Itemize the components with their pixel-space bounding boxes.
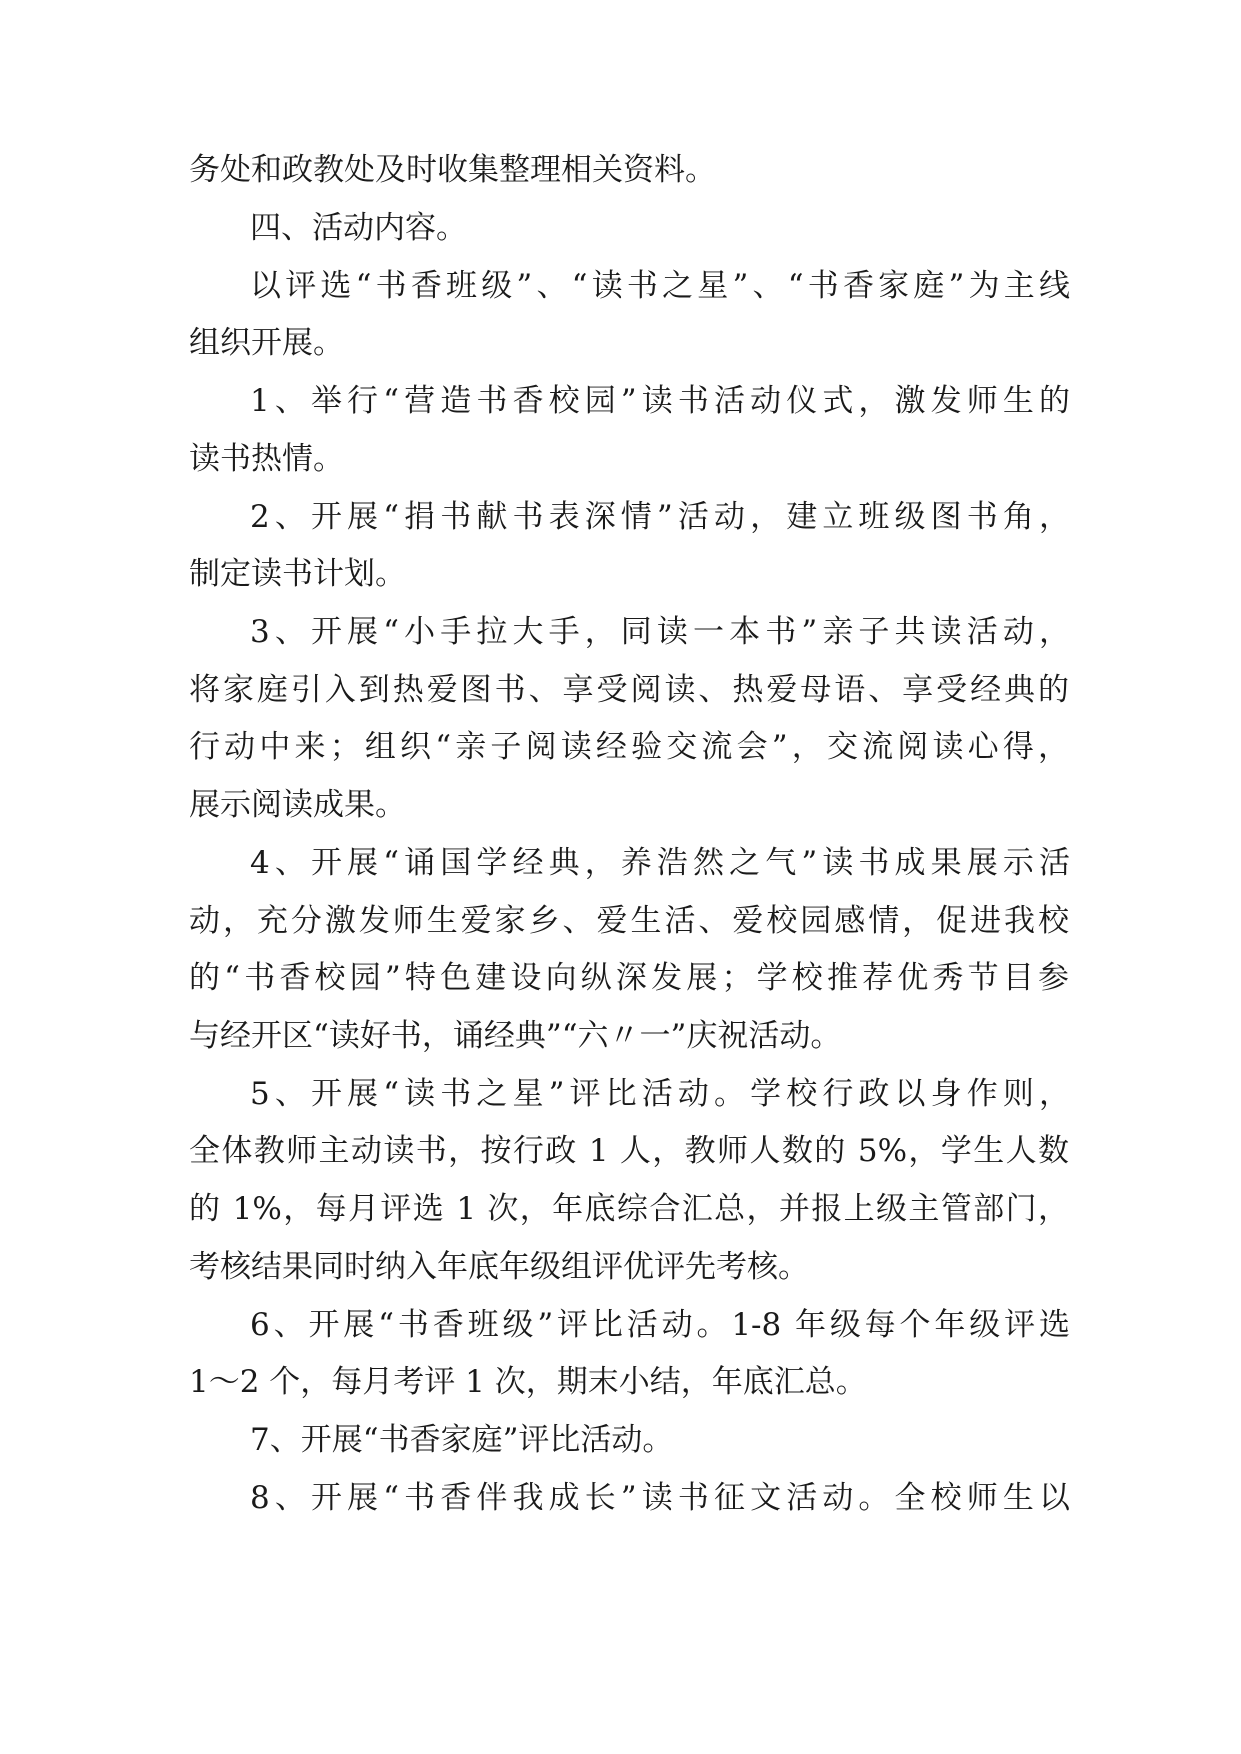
list-item-5: 5、开展“读书之星”评比活动。学校行政以身作则， [250, 1076, 1070, 1112]
list-item-2: 2、开展“捐书献书表深情”活动，建立班级图书角， [250, 499, 1070, 535]
text-line: 制定读书计划。 [189, 556, 406, 592]
list-item-4: 4、开展“诵国学经典，养浩然之气”读书成果展示活 [250, 845, 1070, 881]
list-item-7: 7、开展“书香家庭”评比活动。 [250, 1422, 674, 1458]
text-line: 以评选“书香班级”、“读书之星”、“书香家庭”为主线 [250, 268, 1070, 304]
text-line: 与经开区“读好书，诵经典”“六〃一”庆祝活动。 [189, 1018, 842, 1054]
text-line: 将家庭引入到热爱图书、享受阅读、热爱母语、享受经典的 [189, 672, 1069, 708]
list-item-8: 8、开展“书香伴我成长”读书征文活动。全校师生以 [250, 1480, 1070, 1516]
text-line: 的 1%，每月评选 1 次，年底综合汇总，并报上级主管部门， [189, 1191, 1069, 1227]
text-line: 全体教师主动读书，按行政 1 人，教师人数的 5%，学生人数 [189, 1133, 1069, 1169]
text-line: 动，充分激发师生爱家乡、爱生活、爱校园感情，促进我校 [189, 903, 1069, 939]
text-line: 读书热情。 [189, 441, 344, 477]
list-item-3: 3、开展“小手拉大手，同读一本书”亲子共读活动， [250, 614, 1070, 650]
text-line: 1～2 个，每月考评 1 次，期末小结，年底汇总。 [189, 1364, 867, 1400]
list-item-1: 1、举行“营造书香校园”读书活动仪式，激发师生的 [250, 383, 1070, 419]
section-heading: 四、活动内容。 [250, 210, 467, 246]
text-line: 展示阅读成果。 [189, 787, 406, 823]
text-line: 组织开展。 [189, 325, 344, 361]
text-line: 的“书香校园”特色建设向纵深发展；学校推荐优秀节目参 [189, 960, 1069, 996]
list-item-6: 6、开展“书香班级”评比活动。1-8 年级每个年级评选 [250, 1307, 1070, 1343]
text-line: 行动中来；组织“亲子阅读经验交流会”，交流阅读心得， [189, 729, 1069, 765]
text-line: 考核结果同时纳入年底年级组评优评先考核。 [189, 1249, 809, 1285]
text-line: 务处和政教处及时收集整理相关资料。 [189, 152, 716, 188]
